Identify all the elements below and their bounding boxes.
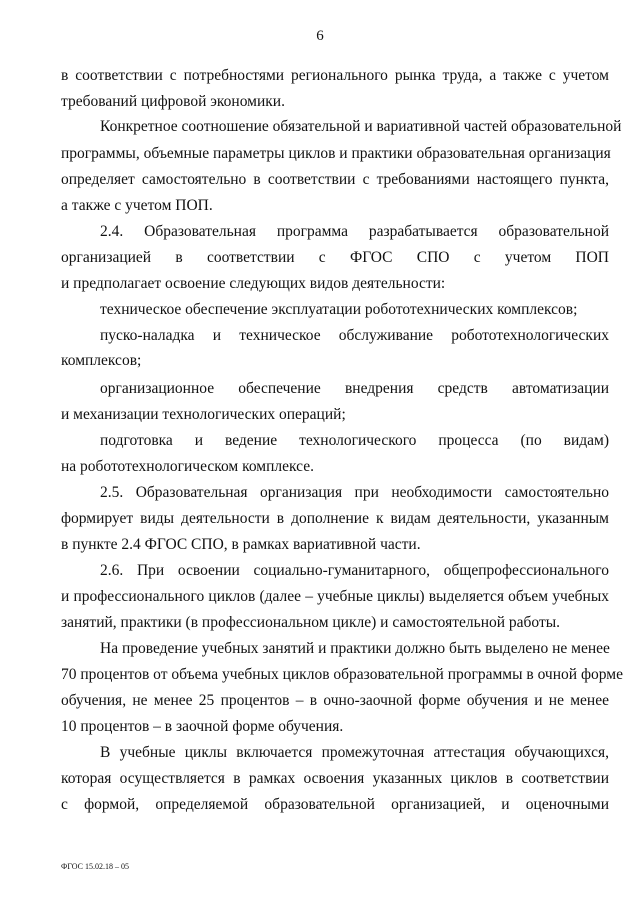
text-line: обучения, не менее 25 процентов – в очно-заочной форме обучения и не менее bbox=[61, 692, 609, 709]
text-line: занятий, практики (в профессиональном цикле) и самостоятельной работы. bbox=[61, 614, 561, 631]
text-line: на робототехнологическом комплексе. bbox=[61, 458, 314, 475]
text-line: организацией в соответствии с ФГОС СПО с учетом ПОП bbox=[61, 249, 609, 266]
text-line: подготовка и ведение технологического процесса (по видам) bbox=[100, 432, 609, 449]
text-line: 2.5. Образовательная организация при необходимости самостоятельно bbox=[100, 484, 609, 501]
text-line: которая осуществляется в рамках освоения указанных циклов в соответствии bbox=[61, 770, 609, 787]
text-line: формирует виды деятельности в дополнение к видам деятельности, указанным bbox=[61, 510, 609, 527]
text-line: и предполагает освоение следующих видов деятельности: bbox=[61, 275, 446, 292]
text-line: 70 процентов от объема учебных циклов образовательной программы в очной форме bbox=[61, 666, 623, 683]
text-line: В учебные циклы включается промежуточная аттестация обучающихся, bbox=[100, 744, 609, 761]
text-line: и профессионального циклов (далее – учебные циклы) выделяется объем учебных bbox=[61, 588, 609, 605]
text-line: техническое обеспечение эксплуатации робототехнических комплексов; bbox=[100, 301, 578, 318]
text-line: определяет самостоятельно в соответствии с требованиями настоящего пункта, bbox=[61, 171, 609, 188]
text-line: организационное обеспечение внедрения средств автоматизации bbox=[100, 380, 609, 397]
text-line: с формой, определяемой образовательной организацией, и оценочными bbox=[61, 796, 609, 813]
text-line: комплексов; bbox=[61, 352, 142, 369]
page-number: 6 bbox=[316, 28, 324, 44]
text-line: На проведение учебных занятий и практики должно быть выделено не менее bbox=[100, 640, 610, 657]
text-line: 2.4. Образовательная программа разрабатывается образовательной bbox=[100, 223, 609, 240]
text-line: в пункте 2.4 ФГОС СПО, в рамках вариативной части. bbox=[61, 536, 421, 553]
text-line: в соответствии с потребностями регионального рынка труда, а также с учетом bbox=[61, 67, 609, 84]
text-line: и механизации технологических операций; bbox=[61, 406, 346, 423]
text-line: требований цифровой экономики. bbox=[61, 93, 285, 110]
text-line: 2.6. При освоении социально-гуманитарного, общепрофессионального bbox=[100, 562, 609, 579]
text-line: 10 процентов – в заочной форме обучения. bbox=[61, 718, 344, 735]
text-line: Конкретное соотношение обязательной и вариативной частей образовательной bbox=[100, 118, 622, 135]
text-line: а также с учетом ПОП. bbox=[61, 197, 213, 214]
text-line: пуско-наладка и техническое обслуживание робототехнологических bbox=[100, 327, 609, 344]
text-line: программы, объемные параметры циклов и практики образовательная организация bbox=[61, 145, 611, 162]
footer-code: ФГОС 15.02.18 – 05 bbox=[61, 862, 129, 871]
